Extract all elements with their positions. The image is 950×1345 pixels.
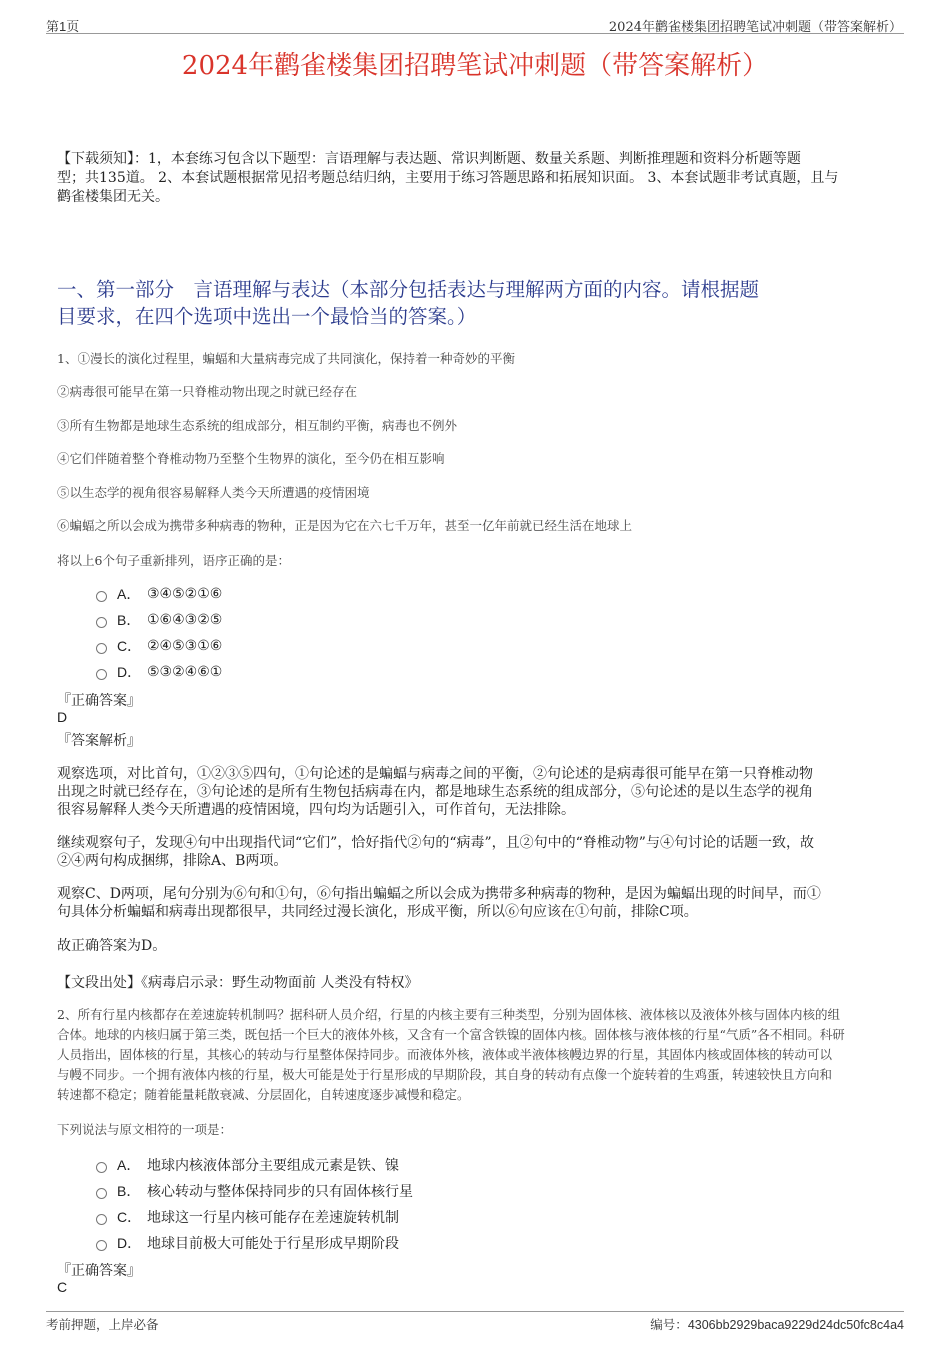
option-letter: A． <box>117 586 141 602</box>
analysis-line: 观察选项，对比首句，①②③⑤四句，①句论述的是蝙蝠与病毒之间的平衡，②句论述的是病毒很可能早在第一只脊椎动物 <box>57 766 813 782</box>
q1-sentence: 1、①漫长的演化过程里，蝙蝠和大量病毒完成了共同演化，保持着一种奇妙的平衡 <box>57 351 515 366</box>
q2-option-a[interactable] <box>96 1155 399 1175</box>
analysis-line: 故正确答案为D。 <box>57 938 167 954</box>
notice-line: 【下载须知】：1，本套练习包含以下题型：言语理解与表达题、常识判断题、数量关系题、判断推理题和资料分析题等题 <box>57 151 801 167</box>
q1-analysis-paragraph <box>57 765 889 819</box>
radio-icon[interactable] <box>96 591 107 602</box>
section-heading-line: 一、第一部分 言语理解与表达（本部分包括表达与理解两方面的内容。请根据题 <box>57 278 760 301</box>
analysis-line: 出现之时就已经存在，③句论述的是所有生物包括病毒在内，都是地球生态系统的组成部分，⑤句论述的是以生态学的视角 <box>57 784 813 800</box>
radio-icon[interactable] <box>96 617 107 628</box>
q2-option-d[interactable] <box>96 1233 399 1253</box>
analysis-line: 很容易解释人类今天所遭遇的疫情困境，四句均为话题引入，可作首句，无法排除。 <box>57 802 575 818</box>
q1-sentence: ⑥蝙蝠之所以会成为携带多种病毒的物种，正是因为它在六七千万年，甚至一亿年前就已经生活在地球上 <box>57 518 633 533</box>
passage-line: 合体。地球的内核归属于第三类，既包括一个巨大的液体外核，又含有一个富含铁镍的固体内核。固体核与液体核的行星“气质”各不相同。科研 <box>57 1027 845 1042</box>
analysis-line: ②④两句构成捆绑，排除A、B两项。 <box>57 853 288 869</box>
passage-line: 人员指出，固体核的行星，其核心的转动与行星整体保持同步。而液体外核，液体或半液体核幔边界的行星，其固体内核或固体核的转动可以 <box>57 1047 833 1062</box>
q2-answer-label: 『正确答案』 <box>57 1263 141 1279</box>
option-text: 地球这一行星内核可能存在差速旋转机制 <box>147 1210 399 1226</box>
q2-passage <box>57 1005 897 1105</box>
passage-line: 2、所有行星内核都存在差速旋转机制吗？据科研人员介绍，行星的内核主要有三种类型，分别为固体核、液体核以及液体外核与固体内核的组 <box>57 1007 840 1022</box>
q2-prompt: 下列说法与原文相符的一项是： <box>57 1122 233 1137</box>
radio-icon[interactable] <box>96 643 107 654</box>
section-heading <box>57 276 897 330</box>
radio-icon[interactable] <box>96 1188 107 1199</box>
q1-sentence: ⑤以生态学的视角很容易解释人类今天所遭遇的疫情困境 <box>57 485 370 500</box>
option-letter: C． <box>117 638 142 654</box>
q2-option-c[interactable] <box>96 1207 399 1227</box>
q1-option-b[interactable] <box>96 610 222 630</box>
q1-source: 【文段出处】《病毒启示录：野生动物面前 人类没有特权》 <box>57 975 419 991</box>
option-letter: D． <box>117 664 142 680</box>
q1-analysis-paragraph <box>57 937 889 955</box>
page-number: 第1页 <box>46 19 80 34</box>
radio-icon[interactable] <box>96 1162 107 1173</box>
analysis-line: 句具体分析蝙蝠和病毒出现都很早，共同经过漫长演化，形成平衡，所以⑥句应该在①句前，排除C项。 <box>57 904 698 920</box>
q1-analysis-paragraph <box>57 834 889 870</box>
radio-icon[interactable] <box>96 669 107 680</box>
footer-code-label: 编号： <box>650 1317 688 1332</box>
header-doc-title: 2024年鹳雀楼集团招聘笔试冲刺题（带答案解析） <box>608 20 902 35</box>
q1-sentence: ③所有生物都是地球生态系统的组成部分，相互制约平衡，病毒也不例外 <box>57 418 458 433</box>
option-text: 地球内核液体部分主要组成元素是铁、镍 <box>147 1158 399 1174</box>
footer-slogan: 考前押题，上岸必备 <box>46 1317 159 1332</box>
q1-option-a[interactable] <box>96 584 222 604</box>
passage-line: 与幔不同步。一个拥有液体内核的行星，极大可能是处于行星形成的早期阶段，其自身的转动有点像一个旋转着的生鸡蛋，转速较快且方向和 <box>57 1067 833 1082</box>
header-divider <box>46 33 904 34</box>
option-letter: C． <box>117 1209 142 1225</box>
option-letter: A． <box>117 1157 141 1173</box>
option-text: 地球目前极大可能处于行星形成早期阶段 <box>147 1236 399 1252</box>
q1-answer-label: 『正确答案』 <box>57 693 141 709</box>
option-text: ①⑥④③②⑤ <box>147 612 223 628</box>
footer-divider <box>46 1311 904 1312</box>
footer-code <box>650 1315 904 1333</box>
option-text: ②④⑤③①⑥ <box>147 638 223 654</box>
option-letter: D． <box>117 1235 142 1251</box>
passage-line: 转速都不稳定；随着能量耗散衰减、分层固化，自转速度逐步减慢和稳定。 <box>57 1087 470 1102</box>
option-letter: B． <box>117 612 141 628</box>
q1-analysis-paragraph <box>57 885 889 921</box>
document-title: 2024年鹳雀楼集团招聘笔试冲刺题（带答案解析） <box>181 51 769 81</box>
q1-prompt: 将以上6个句子重新排列，语序正确的是： <box>57 553 290 568</box>
radio-icon[interactable] <box>96 1214 107 1225</box>
q2-option-b[interactable] <box>96 1181 413 1201</box>
option-text: 核心转动与整体保持同步的只有固体核行星 <box>147 1184 413 1200</box>
notice-line: 型；共135道。 2、本套试题根据常见招考题总结归纳，主要用于练习答题思路和拓展知识面。 3、本套试题非考试真题，且与 <box>57 170 839 186</box>
q1-option-c[interactable] <box>96 636 222 656</box>
radio-icon[interactable] <box>96 1240 107 1251</box>
q1-option-d[interactable] <box>96 662 222 682</box>
analysis-line: 继续观察句子，发现④句中出现指代词“它们”，恰好指代②句的“病毒”，且②句中的“脊椎动物”与④句讨论的话题一致，故 <box>57 835 814 851</box>
notice-line: 鹳雀楼集团无关。 <box>57 189 169 205</box>
option-text: ③④⑤②①⑥ <box>147 586 223 602</box>
q1-answer: D <box>57 709 68 725</box>
q2-answer: C <box>57 1279 68 1295</box>
q1-sentence: ④它们伴随着整个脊椎动物乃至整个生物界的演化，至今仍在相互影响 <box>57 451 445 466</box>
q1-sentence: ②病毒很可能早在第一只脊椎动物出现之时就已经存在 <box>57 384 358 399</box>
footer-code-value: 4306bb2929baca9229d24dc50fc8c4a4 <box>687 1318 904 1332</box>
analysis-line: 观察C、D两项，尾句分别为⑥句和①句，⑥句指出蝙蝠之所以会成为携带多种病毒的物种，是因为蝙蝠出现的时间早，而① <box>57 886 821 902</box>
section-heading-line: 目要求，在四个选项中选出一个最恰当的答案。） <box>57 305 477 328</box>
download-notice <box>57 150 897 207</box>
option-letter: B． <box>117 1183 141 1199</box>
q1-analysis-label: 『答案解析』 <box>57 733 141 749</box>
option-text: ⑤③②④⑥① <box>147 664 223 680</box>
